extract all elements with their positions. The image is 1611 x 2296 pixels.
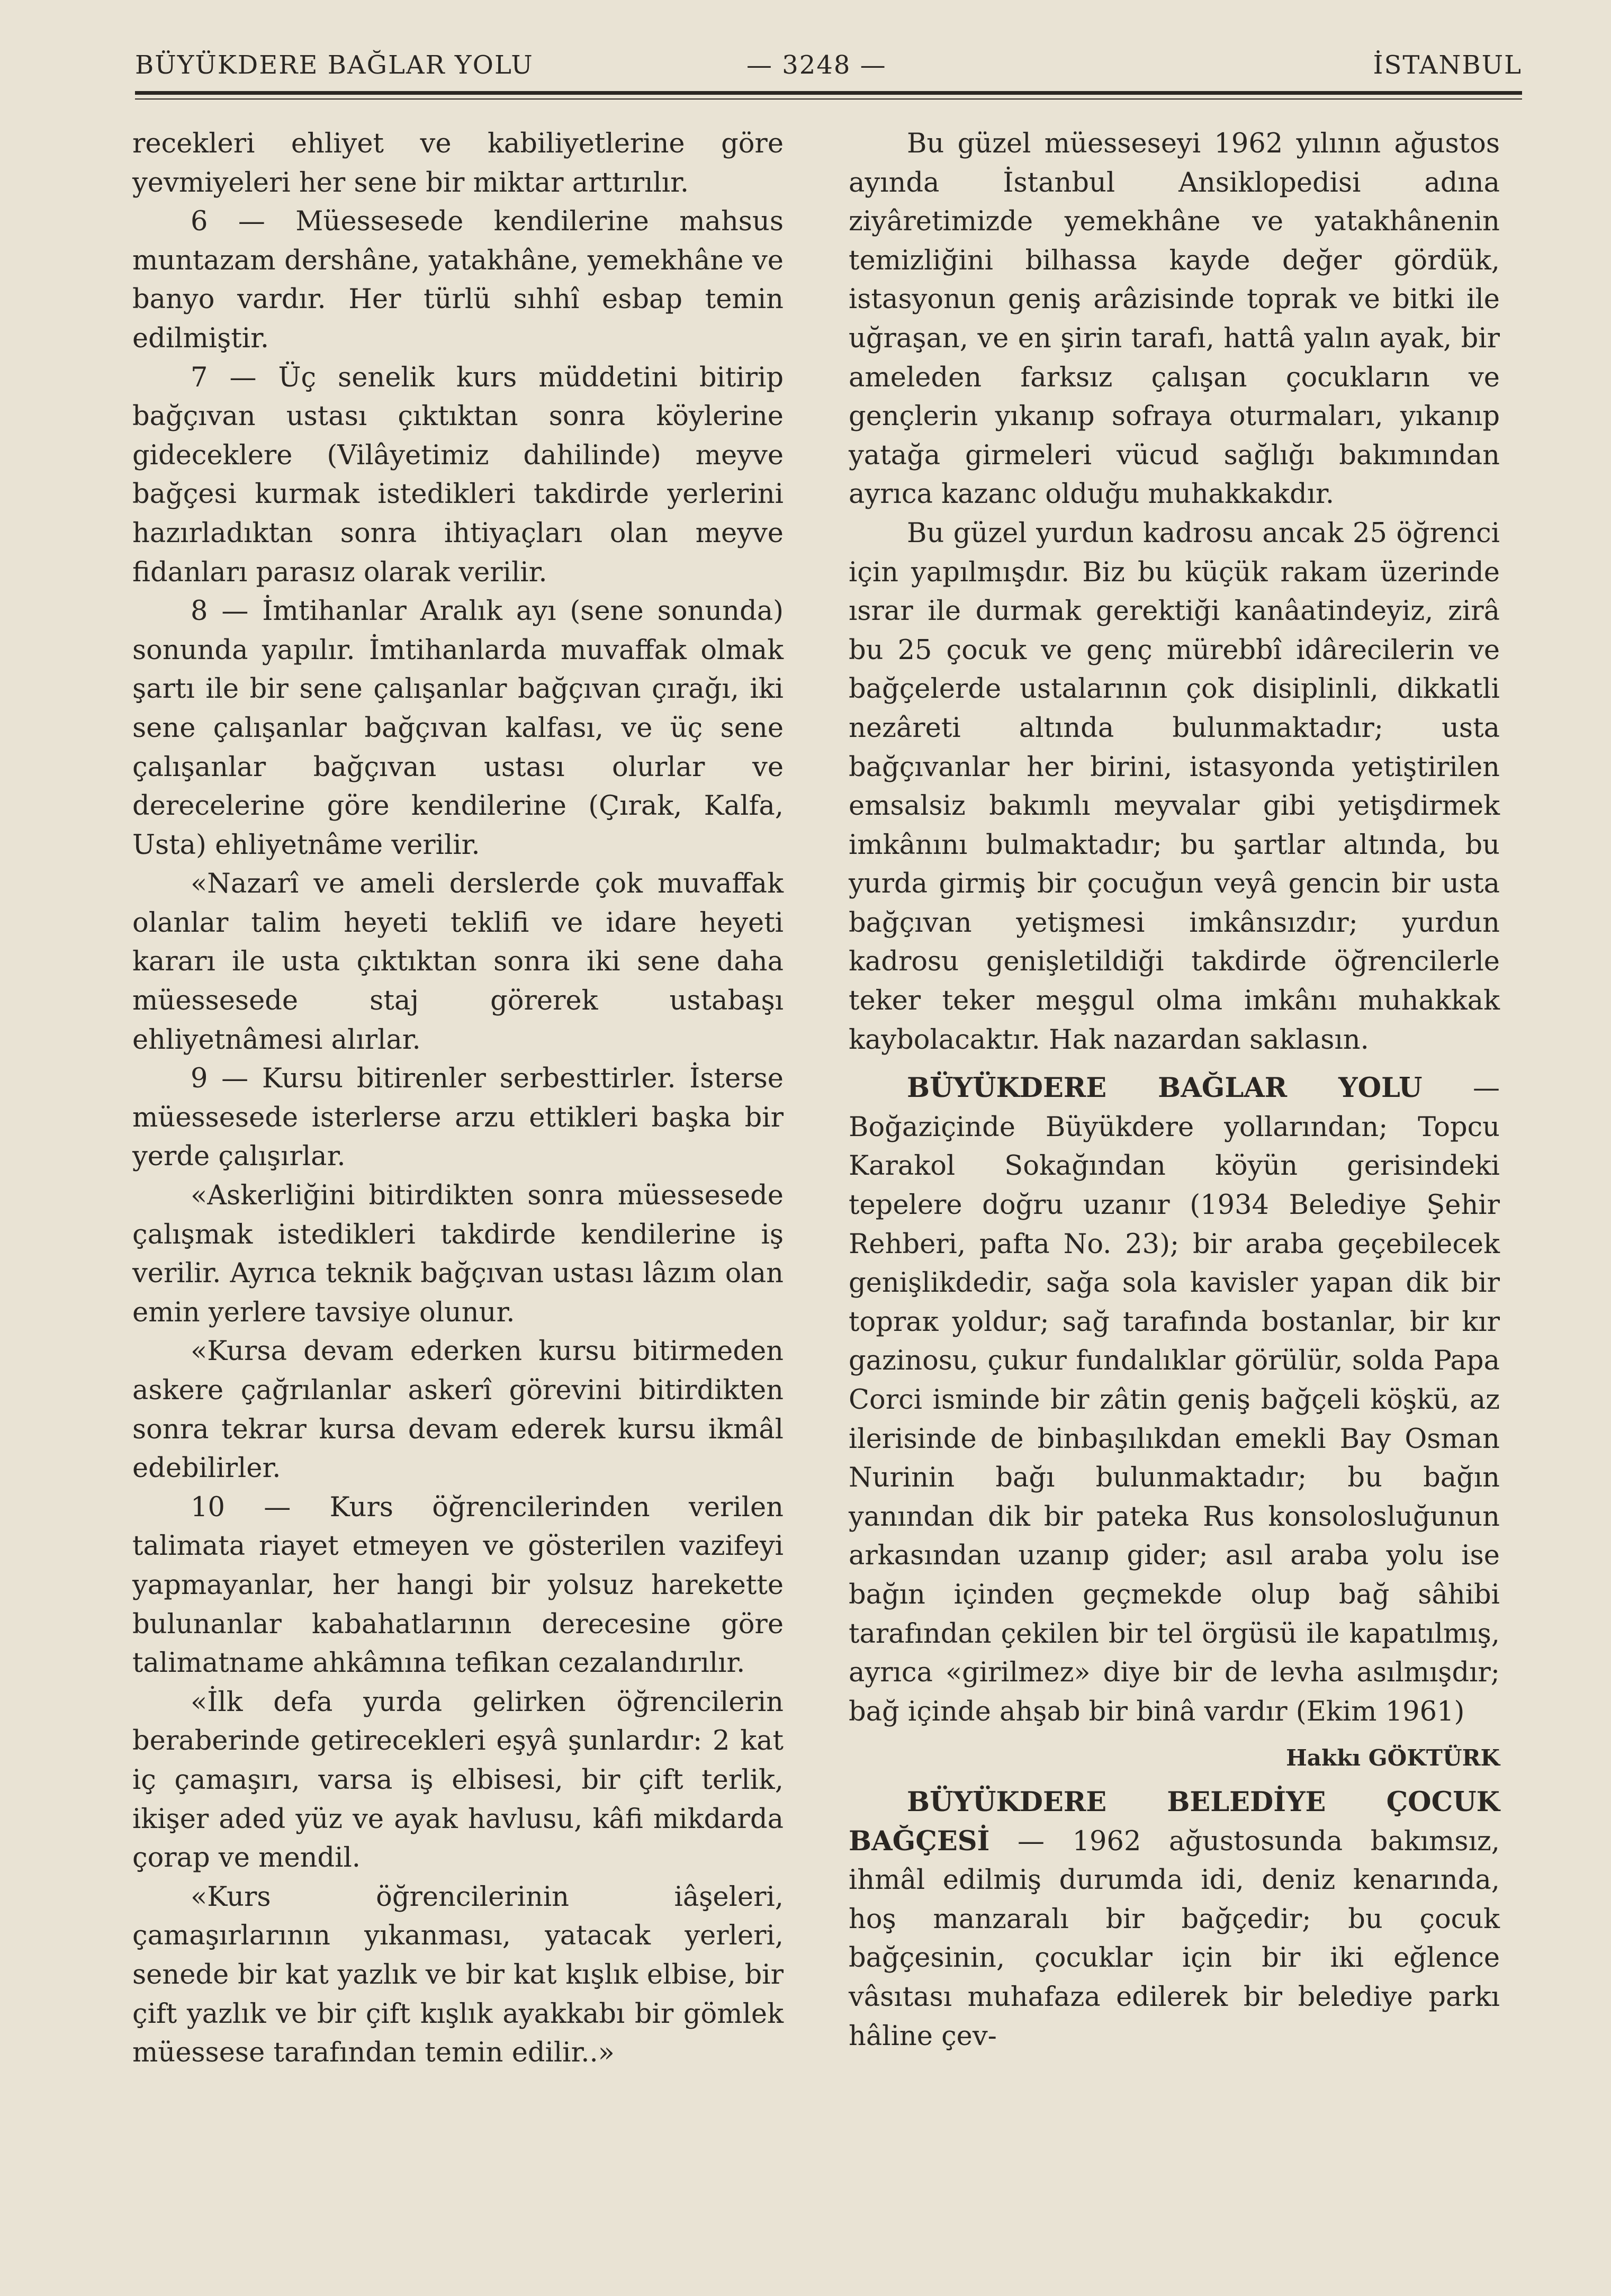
paragraph: 9 — Kursu bitirenler serbesttirler. İsterse müessesede isterlerse arzu ettikleri başka bir yerde çalışırlar. bbox=[132, 1063, 784, 1173]
paragraph: «Nazarî ve ameli derslerde çok muvaffak olanlar talim heyeti teklifi ve idare heyeti kararı ile usta çıktıktan sonra iki sene daha müessesede staj görerek ustabaşı ehliyetnâmesi alırlar. bbox=[132, 868, 784, 1056]
entry-text: — Boğaziçinde Büyükdere yollarından; Topcu Karakol Sokağından köyün gerisindeki tepelere doğru uzanır (1934 Belediye Şehir Rehberi, pafta No. 23); bir araba geçebilecek genişlikdedir, sağa sola kavisler yapan dik bir topraк yoldur; sağ tarafında bostanlar, bir kır gazinosu, çukur fundalıklar görülür, solda Papa Corci isminde bir zâtin geniş bağçeli köşkü, az ilerisinde de binbaşılıkdan emekli Bay Osman Nurinin bağı bulunmaktadır; bu bağın yanından dik bir pateka Rus konsolosluğunun arkasından uzanıp gider; asıl araba yolu ise bağın içinden geçmekde olup bağ sâhibi tarafından çekilen bir tel örgüsü ile kapatılmış, ayrıca «girilmez» diye bir de levha asılmışdır; bağ içinde ahşab bir binâ vardır (Ekim 1961) bbox=[849, 1073, 1500, 1727]
paragraph: Bu güzel yurdun kadrosu ancak 25 öğrenci için yapılmışdır. Biz bu küçük rakam üzerinde ısrar ile durmak gerektiği kanâatindeyiz, zirâ bu 25 çocuk ve genç mürebbî idârecilerin ve bağçelerde ustalarının çok disiplinli, dikkatli nezâreti altında bulunmaktadır; usta bağçıvanlar her birini, istasyonda yetiştirilen emsalsiz bakımlı meyvalar gibi yetişdirmek imkânını bulmaktadır; bu şartlar altında, bu yurda girmiş bir çocuğun veyâ gencin bir usta bağçıvan yetişmesi imkânsızdır; yurdun kadrosu genişletildiği takdirde öğrencilerle teker teker meşgul olma imkânı muhakkak kaybolacaktır. Hak nazardan saklasın. bbox=[849, 517, 1500, 1056]
entry-buyukdere-belediye-cocuk-bagcesi bbox=[849, 1783, 1500, 2056]
paragraph: 7 — Üç senelik kurs müddetini bitirip bağçıvan ustası çıktıktan sonra köylerine gideceklere (Vilâyetimiz dahilinde) meyve bağçesi kurmak istedikleri takdirde yerlerini hazırladıktan sonra ihtiyaçları olan meyve fidanları parasız olarak verilir. bbox=[132, 362, 784, 588]
entry-text: — 1962 ağustosunda bakımsız, ihmâl edilmiş durumda idi, deniz kenarında, hoş manzaralı bir bağçedir; bu çocuk bağçesinin, çocuklar için bir iki eğlence vâsıtası muhafaza edilerek bir belediye parkı hâline çev- bbox=[849, 1825, 1500, 2052]
page-number: — 3248 — bbox=[746, 50, 887, 80]
paragraph: 10 — Kurs öğrencilerinden verilen talimata riayet etmeyen ve gösterilen vazifeyi yapmayanlar, her hangi bir yolsuz harekette bulunanlar kabahatlarının derecesine göre talimatname ahkâmına tefikan cezalandırılır. bbox=[132, 1491, 784, 1679]
author-signature: Hakkı GÖKTÜRK bbox=[1286, 1745, 1500, 1771]
left-column bbox=[132, 124, 784, 2073]
page-header bbox=[135, 50, 1522, 93]
paragraph: 8 — İmtihanlar Aralık ayı (sene sonunda) sonunda yapılır. İmtihanlarda muvaffak olmak şartı ile bir sene çalışanlar bağçıvan çırağı, iki sene çalışanlar bağçıvan kalfası, ve üç sene çalışanlar bağçıvan ustası olurlar ve derecelerine göre kendilerine (Çırak, Kalfa, Usta) ehliyetnâme verilir. bbox=[132, 596, 784, 861]
header-rule-thin bbox=[135, 98, 1522, 100]
entry-buyukdere-baglar-yolu bbox=[849, 1069, 1500, 1731]
entry-title: BÜYÜKDERE BAĞLAR YOLU bbox=[907, 1072, 1423, 1104]
paragraph: Bu güzel müesseseyi 1962 yılının ağustos ayında İstanbul Ansiklopedisi adına ziyâretimizde yemekhâne ve yatakhânenin temizliğini bilhassa kayde değer gördük, istasyonun geniş arâzisinde toprak ve bitki ile uğraşan, ve en şirin tarafı, hattâ yalın ayak, bir ameleden farksız çalışan çocukların ve gençlerin yıkanıp sofraya oturmaları, yıkanıp yatağa girmeleri vücud sağlığı bakımından ayrıca kazanc olduğu muhakkakdır. bbox=[849, 128, 1500, 510]
header-right-title: İSTANBUL bbox=[1373, 50, 1522, 80]
paragraph: «Kurs öğrencilerinin iâşeleri, çamaşırlarının yıkanması, yatacak yerleri, senede bir kat yazlık ve bir kat kışlık elbise, bir çift yazlık ve bir çift kışlık ayakkabı bir gömlek müessese tarafından temin edilir..» bbox=[132, 1881, 784, 2069]
header-rule-thick bbox=[135, 91, 1522, 95]
paragraph: 6 — Müessesede kendilerine mahsus muntazam dershâne, yatakhâne, yemekhâne ve banyo vardır. Her türlü sıhhî esbap temin edilmiştir. bbox=[132, 206, 784, 354]
right-column bbox=[849, 124, 1500, 2056]
paragraph: «İlk defa yurda gelirken öğrencilerin beraberinde getirecekleri eşyâ şunlardır: 2 kat iç çamaşırı, varsa iş elbisesi, bir çift terlik, ikişer aded yüz ve ayak havlusu, kâfi mikdarda çorap ve mendil. bbox=[132, 1686, 784, 1874]
paragraph: «Kursa devam ederken kursu bitirmeden askere çağrılanlar askerî görevini bitirdikten sonra tekrar kursa devam ederek kursu ikmâl edebilirler. bbox=[132, 1336, 784, 1484]
paragraph: recekleri ehliyet ve kabiliyetlerine göre yevmiyeleri her sene bir miktar arttırılır. bbox=[132, 128, 784, 199]
paragraph: «Askerliğini bitirdikten sonra müessesede çalışmak istedikleri takdirde kendilerine iş verilir. Ayrıca teknik bağçıvan ustası lâzım olan emin yerlere tavsiye olunur. bbox=[132, 1180, 784, 1328]
header-left-title: BÜYÜKDERE BAĞLAR YOLU bbox=[135, 50, 534, 80]
entry-title: BÜYÜKDERE BELEDİYE ÇOCUK BAĞÇESİ bbox=[849, 1786, 1500, 1857]
